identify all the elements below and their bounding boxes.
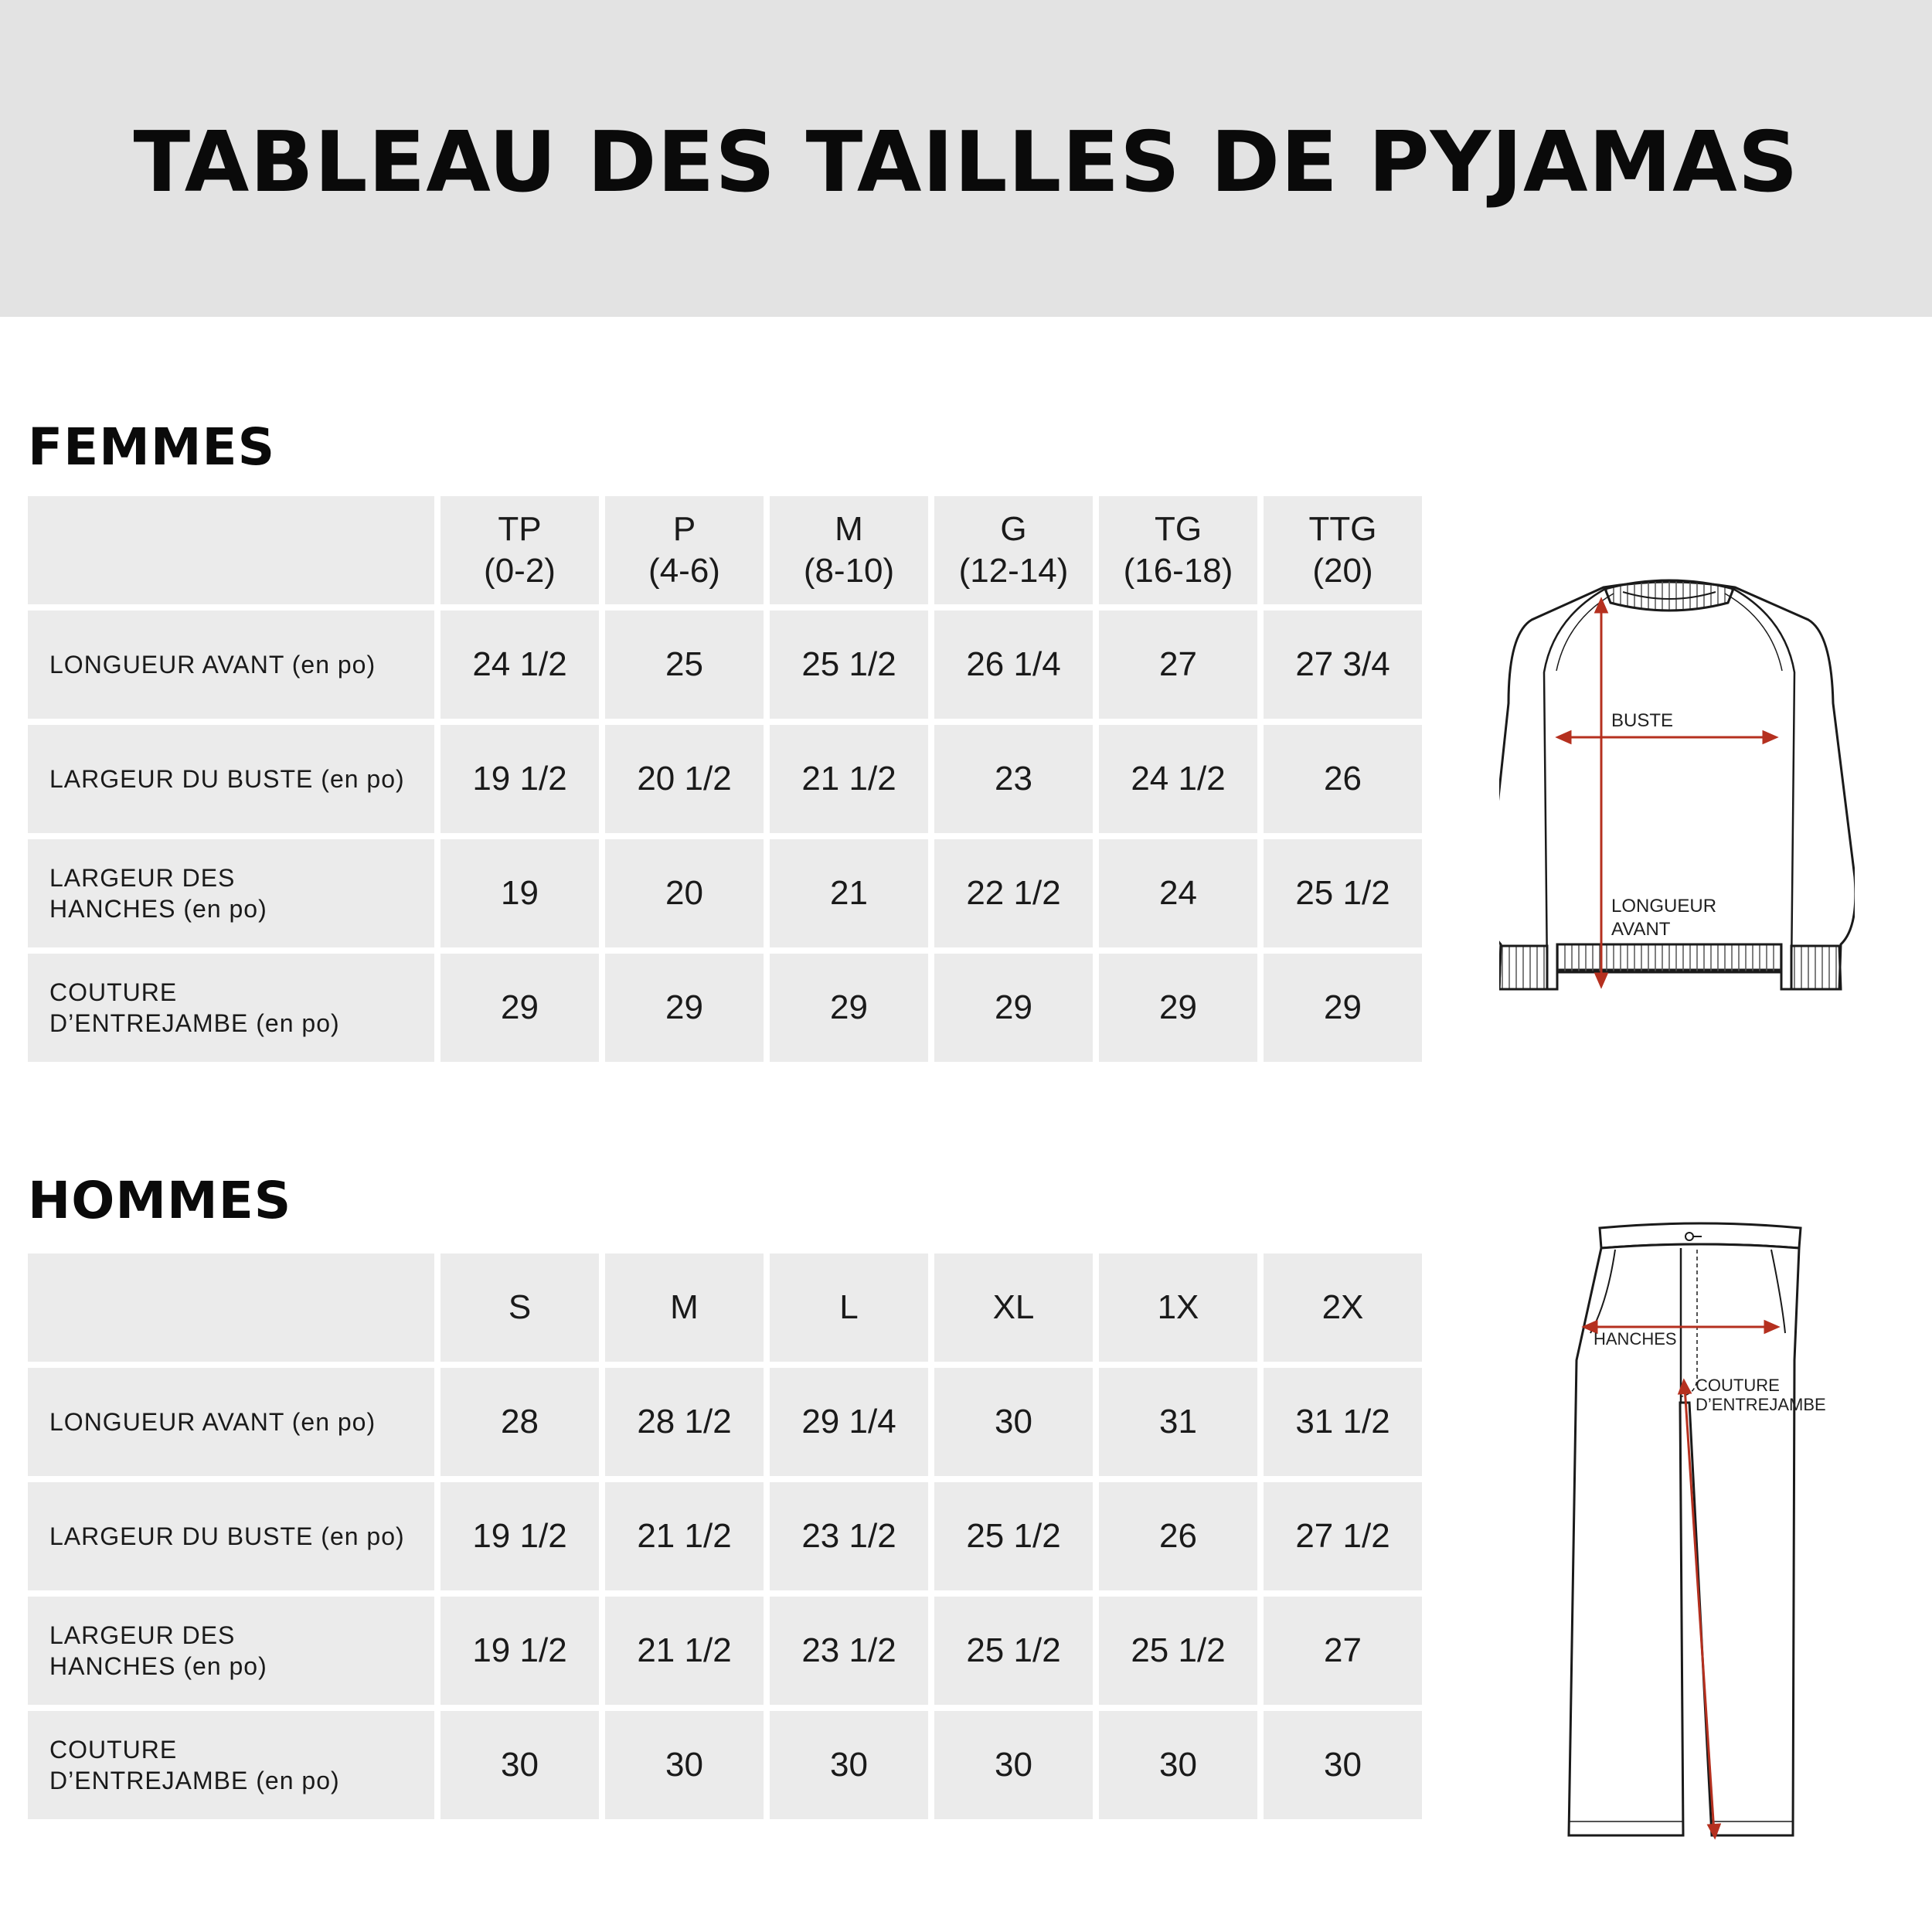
row-label-longueur-avant: LONGUEUR AVANT (en po) xyxy=(28,1368,434,1476)
table-row xyxy=(28,1711,1422,1819)
table-row xyxy=(28,611,1422,719)
table-cell: 25 1/2 xyxy=(934,1482,1093,1590)
header-corner-cell xyxy=(28,496,434,604)
size-header-p: P (4-6) xyxy=(605,496,764,604)
table-cell: 19 1/2 xyxy=(440,1597,599,1705)
size-header-l: L xyxy=(770,1253,928,1362)
label-couture: COUTURE xyxy=(1696,1376,1780,1395)
table-cell: 29 xyxy=(1264,954,1422,1062)
table-cell: 25 1/2 xyxy=(770,611,928,719)
size-header-m: M (8-10) xyxy=(770,496,928,604)
size-header-ttg: TTG (20) xyxy=(1264,496,1422,604)
table-row xyxy=(28,1482,1422,1590)
row-label-largeur-buste: LARGEUR DU BUSTE (en po) xyxy=(28,725,434,833)
table-cell: 29 xyxy=(440,954,599,1062)
table-cell: 20 1/2 xyxy=(605,725,764,833)
table-cell: 19 1/2 xyxy=(440,1482,599,1590)
size-header-m: M xyxy=(605,1253,764,1362)
size-header-g: G (12-14) xyxy=(934,496,1093,604)
table-cell: 23 1/2 xyxy=(770,1482,928,1590)
table-cell: 29 xyxy=(770,954,928,1062)
size-table-hommes xyxy=(22,1247,1428,1825)
row-label-couture-entrejambe: COUTURE D’ENTREJAMBE (en po) xyxy=(28,954,434,1062)
table-cell: 30 xyxy=(770,1711,928,1819)
label-buste: BUSTE xyxy=(1611,710,1674,731)
table-row xyxy=(28,1368,1422,1476)
pants-illustration xyxy=(1553,1217,1847,1851)
table-cell: 24 1/2 xyxy=(1099,725,1257,833)
size-header-1x: 1X xyxy=(1099,1253,1257,1362)
row-label-largeur-hanches: LARGEUR DES HANCHES (en po) xyxy=(28,1597,434,1705)
size-header-xl: XL xyxy=(934,1253,1093,1362)
table-cell: 23 1/2 xyxy=(770,1597,928,1705)
table-cell: 27 3/4 xyxy=(1264,611,1422,719)
table-row xyxy=(28,839,1422,947)
table-cell: 25 1/2 xyxy=(1099,1597,1257,1705)
table-cell: 26 xyxy=(1264,725,1422,833)
size-header-2x: 2X xyxy=(1264,1253,1422,1362)
table-cell: 24 1/2 xyxy=(440,611,599,719)
table-cell: 21 1/2 xyxy=(605,1597,764,1705)
table-cell: 30 xyxy=(934,1711,1093,1819)
table-cell: 29 xyxy=(605,954,764,1062)
table-header-row xyxy=(28,1253,1422,1362)
header-corner-cell xyxy=(28,1253,434,1362)
row-label-couture-entrejambe: COUTURE D’ENTREJAMBE (en po) xyxy=(28,1711,434,1819)
size-table-femmes xyxy=(22,490,1428,1068)
row-label-largeur-buste: LARGEUR DU BUSTE (en po) xyxy=(28,1482,434,1590)
section-title-hommes: HOMMES xyxy=(28,1171,292,1230)
table-cell: 28 1/2 xyxy=(605,1368,764,1476)
table-cell: 27 1/2 xyxy=(1264,1482,1422,1590)
row-label-longueur-avant: LONGUEUR AVANT (en po) xyxy=(28,611,434,719)
table-cell: 22 1/2 xyxy=(934,839,1093,947)
size-header-tp: TP (0-2) xyxy=(440,496,599,604)
table-cell: 30 xyxy=(1264,1711,1422,1819)
table-cell: 19 1/2 xyxy=(440,725,599,833)
table-cell: 31 xyxy=(1099,1368,1257,1476)
size-header-tg: TG (16-18) xyxy=(1099,496,1257,604)
page-title: TABLEAU DES TAILLES DE PYJAMAS xyxy=(133,114,1799,211)
table-cell: 24 xyxy=(1099,839,1257,947)
table-cell: 25 1/2 xyxy=(934,1597,1093,1705)
label-hanches: HANCHES xyxy=(1594,1329,1677,1349)
table-cell: 29 1/4 xyxy=(770,1368,928,1476)
table-cell: 21 1/2 xyxy=(770,725,928,833)
table-cell: 20 xyxy=(605,839,764,947)
table-cell: 21 1/2 xyxy=(605,1482,764,1590)
sweater-illustration xyxy=(1499,572,1855,1012)
table-cell: 27 xyxy=(1099,611,1257,719)
label-avant: AVANT xyxy=(1611,919,1671,940)
row-label-largeur-hanches: LARGEUR DES HANCHES (en po) xyxy=(28,839,434,947)
table-cell: 30 xyxy=(440,1711,599,1819)
table-cell: 28 xyxy=(440,1368,599,1476)
table-cell: 27 xyxy=(1264,1597,1422,1705)
table-row xyxy=(28,1597,1422,1705)
table-cell: 31 1/2 xyxy=(1264,1368,1422,1476)
table-cell: 30 xyxy=(1099,1711,1257,1819)
table-cell: 26 1/4 xyxy=(934,611,1093,719)
table-row xyxy=(28,954,1422,1062)
label-longueur: LONGUEUR xyxy=(1611,896,1717,917)
table-cell: 19 xyxy=(440,839,599,947)
table-cell: 25 1/2 xyxy=(1264,839,1422,947)
table-cell: 30 xyxy=(934,1368,1093,1476)
table-cell: 29 xyxy=(1099,954,1257,1062)
table-cell: 26 xyxy=(1099,1482,1257,1590)
title-banner xyxy=(0,0,1932,317)
table-cell: 29 xyxy=(934,954,1093,1062)
table-cell: 25 xyxy=(605,611,764,719)
size-header-s: S xyxy=(440,1253,599,1362)
table-cell: 21 xyxy=(770,839,928,947)
table-header-row xyxy=(28,496,1422,604)
table-cell: 30 xyxy=(605,1711,764,1819)
section-title-femmes: FEMMES xyxy=(28,417,276,477)
table-cell: 23 xyxy=(934,725,1093,833)
label-entrejambe: D’ENTREJAMBE xyxy=(1696,1395,1826,1414)
table-row xyxy=(28,725,1422,833)
